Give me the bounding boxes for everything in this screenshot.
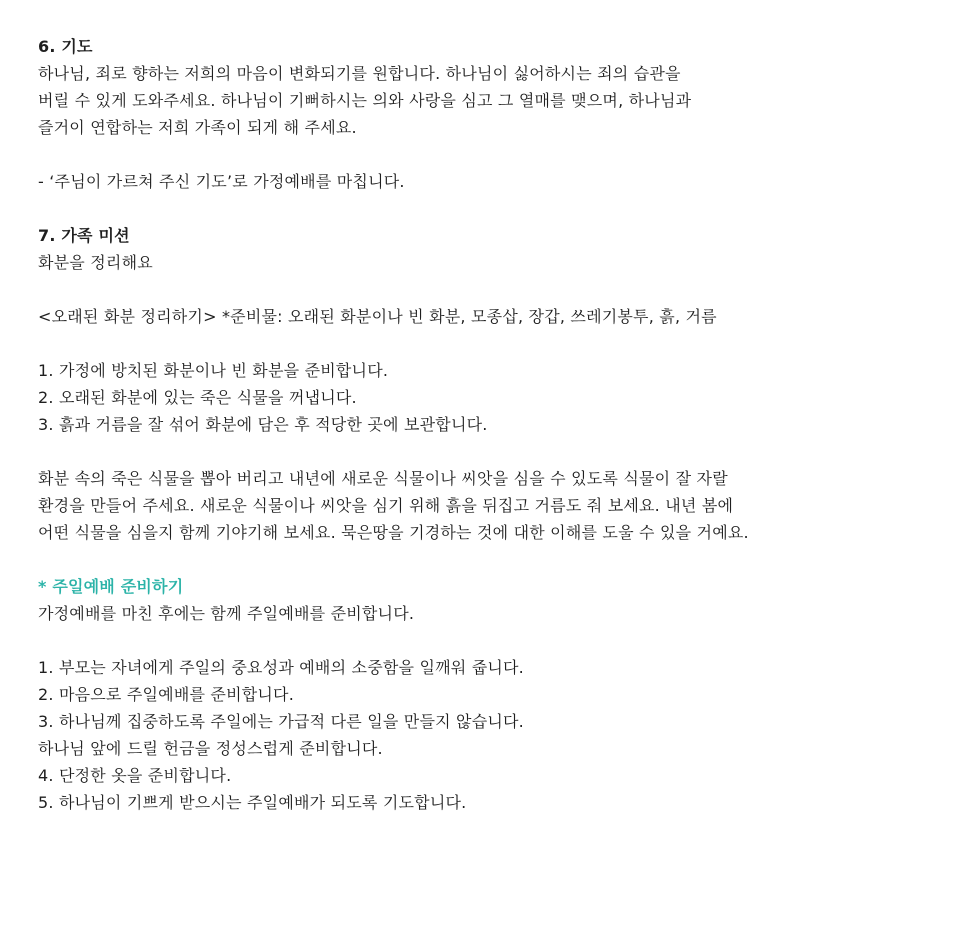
sunday-step: 2. 마음으로 주일예배를 준비합니다. [38, 685, 294, 704]
prayer-line: 버릴 수 있게 도와주세요. 하나님이 기뻐하시는 의와 사랑을 심고 그 열매를 맺으며, 하나님과 [38, 91, 692, 110]
mission-paragraph-line: 어떤 식물을 심을지 함께 기야기해 보세요. 묵은땅을 기경하는 것에 대한 이해를 도울 수 있을 거예요. [38, 523, 749, 542]
prayer-heading: 6. 기도 [38, 37, 93, 56]
sunday-step: 5. 하나님이 기쁘게 받으시는 주일예배가 되도록 기도합니다. [38, 793, 467, 812]
sunday-heading: * 주일예배 준비하기 [38, 577, 184, 596]
sunday-intro: 가정예배를 마친 후에는 함께 주일예배를 준비합니다. [38, 604, 415, 623]
mission-step: 2. 오래된 화분에 있는 죽은 식물을 꺼냅니다. [38, 388, 357, 407]
prayer-line: 즐거이 연합하는 저희 가족이 되게 해 주세요. [38, 118, 357, 137]
sunday-step: 하나님 앞에 드릴 헌금을 정성스럽게 준비합니다. [38, 739, 383, 758]
mission-subtitle: 화분을 정리해요 [38, 253, 153, 272]
mission-paragraph-line: 화분 속의 죽은 식물을 뽑아 버리고 내년에 새로운 식물이나 씨앗을 심을 수 있도록 식물이 잘 자랄 [38, 469, 728, 488]
prayer-line: 하나님, 죄로 향하는 저희의 마음이 변화되기를 원합니다. 하나님이 싫어하시는 죄의 습관을 [38, 64, 681, 83]
mission-step: 1. 가정에 방치된 화분이나 빈 화분을 준비합니다. [38, 361, 389, 380]
prayer-section [38, 33, 975, 195]
sunday-step: 1. 부모는 자녀에게 주일의 중요성과 예배의 소중함을 일깨워 줍니다. [38, 658, 524, 677]
sunday-section [38, 573, 975, 816]
mission-heading: 7. 가족 미션 [38, 226, 130, 245]
mission-step: 3. 흙과 거름을 잘 섞어 화분에 담은 후 적당한 곳에 보관합니다. [38, 415, 488, 434]
document-body [38, 33, 975, 816]
mission-section [38, 222, 975, 546]
mission-paragraph-line: 환경을 만들어 주세요. 새로운 식물이나 씨앗을 심기 위해 흙을 뒤집고 거름도 줘 보세요. 내년 봄에 [38, 496, 734, 515]
sunday-step: 4. 단정한 옷을 준비합니다. [38, 766, 232, 785]
sunday-step: 3. 하나님께 집중하도록 주일에는 가급적 다른 일을 만들지 않습니다. [38, 712, 524, 731]
prayer-closing: - ‘주님이 가르쳐 주신 기도’로 가정예배를 마칩니다. [38, 172, 405, 191]
mission-materials: <오래된 화분 정리하기> *준비물: 오래된 화분이나 빈 화분, 모종삽, 장갑, 쓰레기봉투, 흙, 거름 [38, 307, 717, 326]
